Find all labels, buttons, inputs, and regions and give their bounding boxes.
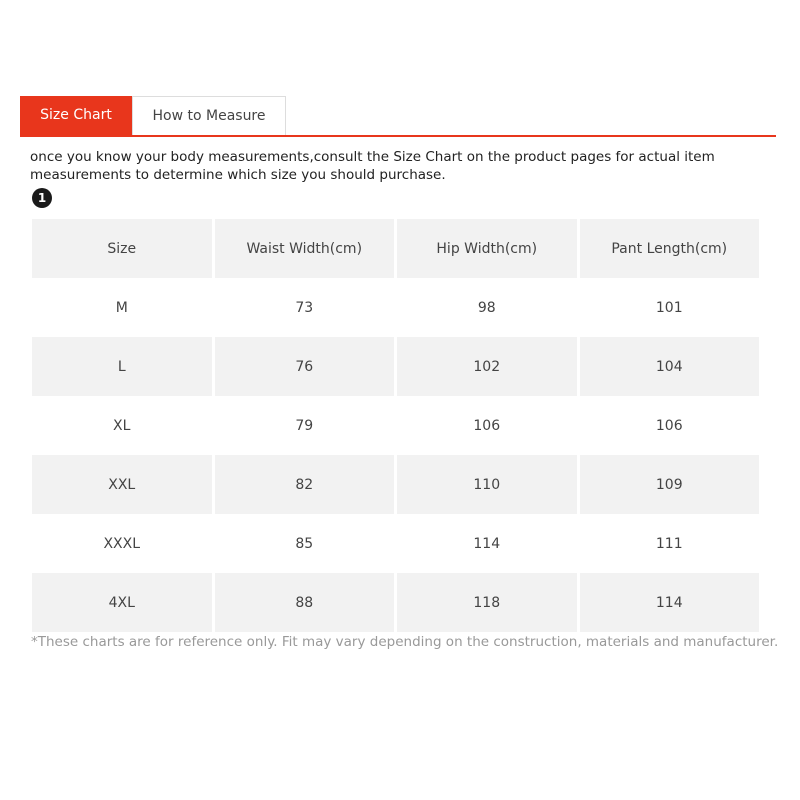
cell-pant-length: 111 [580, 514, 760, 573]
cell-waist-width: 79 [215, 396, 395, 455]
tab-how-to-measure[interactable]: How to Measure [132, 96, 286, 135]
tab-bar [20, 96, 776, 137]
cell-size: L [32, 337, 212, 396]
table-row [32, 514, 759, 573]
cell-hip-width: 98 [397, 278, 577, 337]
cell-pant-length: 106 [580, 396, 760, 455]
cell-waist-width: 76 [215, 337, 395, 396]
header-size: Size [32, 219, 212, 278]
cell-size: XL [32, 396, 212, 455]
table-row [32, 337, 759, 396]
table-row [32, 396, 759, 455]
table-row [32, 455, 759, 514]
cell-waist-width: 73 [215, 278, 395, 337]
header-hip-width: Hip Width(cm) [397, 219, 577, 278]
intro-text: once you know your body measurements,consult the Size Chart on the product pages for actual item measurements to determine which size you should purchase. [30, 149, 715, 183]
cell-pant-length: 104 [580, 337, 760, 396]
cell-pant-length: 109 [580, 455, 760, 514]
cell-hip-width: 114 [397, 514, 577, 573]
table-row [32, 278, 759, 337]
cell-waist-width: 82 [215, 455, 395, 514]
header-pant-length: Pant Length(cm) [580, 219, 760, 278]
cell-hip-width: 102 [397, 337, 577, 396]
cell-pant-length: 101 [580, 278, 760, 337]
cell-size: XXL [32, 455, 212, 514]
cell-waist-width: 88 [215, 573, 395, 632]
step-number-badge: 1 [32, 188, 52, 208]
table-row [32, 573, 759, 632]
cell-size: 4XL [32, 573, 212, 632]
cell-hip-width: 110 [397, 455, 577, 514]
cell-hip-width: 118 [397, 573, 577, 632]
cell-waist-width: 85 [215, 514, 395, 573]
table-header-row [32, 219, 759, 278]
cell-hip-width: 106 [397, 396, 577, 455]
cell-size: XXXL [32, 514, 212, 573]
size-table [29, 219, 762, 632]
cell-size: M [32, 278, 212, 337]
disclaimer-note: *These charts are for reference only. Fit may vary depending on the construction, materials and manufacturer. [31, 634, 779, 650]
cell-pant-length: 114 [580, 573, 760, 632]
tab-size-chart[interactable]: Size Chart [20, 96, 132, 135]
header-waist-width: Waist Width(cm) [215, 219, 395, 278]
